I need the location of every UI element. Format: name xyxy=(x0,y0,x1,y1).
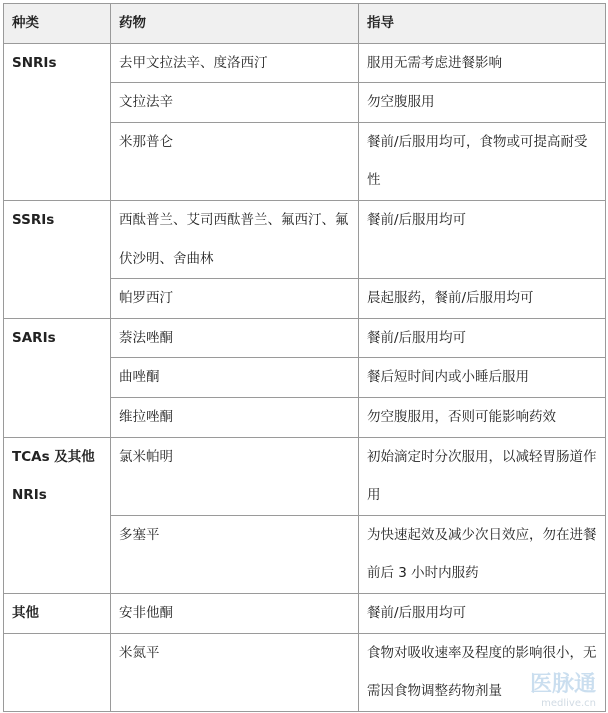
drug-cell: 萘法唑酮 xyxy=(111,318,359,358)
category-ssri: SSRIs xyxy=(4,200,111,318)
guidance-cell: 勿空腹服用，否则可能影响药效 xyxy=(359,397,606,437)
category-tca: TCAs 及其他 NRIs xyxy=(4,437,111,593)
drug-cell: 曲唑酮 xyxy=(111,358,359,398)
guidance-cell: 餐前/后服用均可 xyxy=(359,593,606,633)
drug-cell: 去甲文拉法辛、度洛西汀 xyxy=(111,43,359,83)
guidance-cell: 食物对吸收速率及程度的影响很小，无需因食物调整药物剂量 xyxy=(359,633,606,711)
table-row xyxy=(4,200,606,278)
category-sari: SARIs xyxy=(4,318,111,437)
watermark-sub: medlive.cn xyxy=(541,698,596,709)
drug-cell: 多塞平 xyxy=(111,515,359,593)
guidance-cell: 餐前/后服用均可，食物或可提高耐受性 xyxy=(359,122,606,200)
watermark xyxy=(530,667,596,709)
drug-cell: 安非他酮 xyxy=(111,593,359,633)
table-row xyxy=(4,437,606,515)
guidance-cell: 餐前/后服用均可 xyxy=(359,318,606,358)
table-row xyxy=(4,593,606,633)
watermark-main: 医脉通 xyxy=(529,672,596,697)
table-row xyxy=(4,318,606,358)
drug-guidance-table xyxy=(3,3,606,712)
guidance-cell: 餐后短时间内或小睡后服用 xyxy=(359,358,606,398)
drug-cell: 文拉法辛 xyxy=(111,83,359,123)
guidance-cell: 为快速起效及减少次日效应，勿在进餐前后 3 小时内服药 xyxy=(359,515,606,593)
guidance-cell: 勿空腹服用 xyxy=(359,83,606,123)
drug-cell: 维拉唑酮 xyxy=(111,397,359,437)
category-empty xyxy=(4,633,111,711)
drug-cell: 氯米帕明 xyxy=(111,437,359,515)
header-drug: 药物 xyxy=(111,4,359,44)
drug-cell: 帕罗西汀 xyxy=(111,279,359,319)
table-header-row xyxy=(4,4,606,44)
table-row xyxy=(4,633,606,711)
table-row xyxy=(4,43,606,83)
category-other: 其他 xyxy=(4,593,111,633)
drug-cell: 西酞普兰、艾司西酞普兰、氟西汀、氟伏沙明、舍曲林 xyxy=(111,200,359,278)
header-category: 种类 xyxy=(4,4,111,44)
guidance-cell: 服用无需考虑进餐影响 xyxy=(359,43,606,83)
drug-cell: 米那普仑 xyxy=(111,122,359,200)
category-snri: SNRIs xyxy=(4,43,111,200)
guidance-cell: 初始滴定时分次服用，以减轻胃肠道作用 xyxy=(359,437,606,515)
guidance-cell: 晨起服药，餐前/后服用均可 xyxy=(359,279,606,319)
header-guidance: 指导 xyxy=(359,4,606,44)
drug-cell: 米氮平 xyxy=(111,633,359,711)
guidance-cell: 餐前/后服用均可 xyxy=(359,200,606,278)
